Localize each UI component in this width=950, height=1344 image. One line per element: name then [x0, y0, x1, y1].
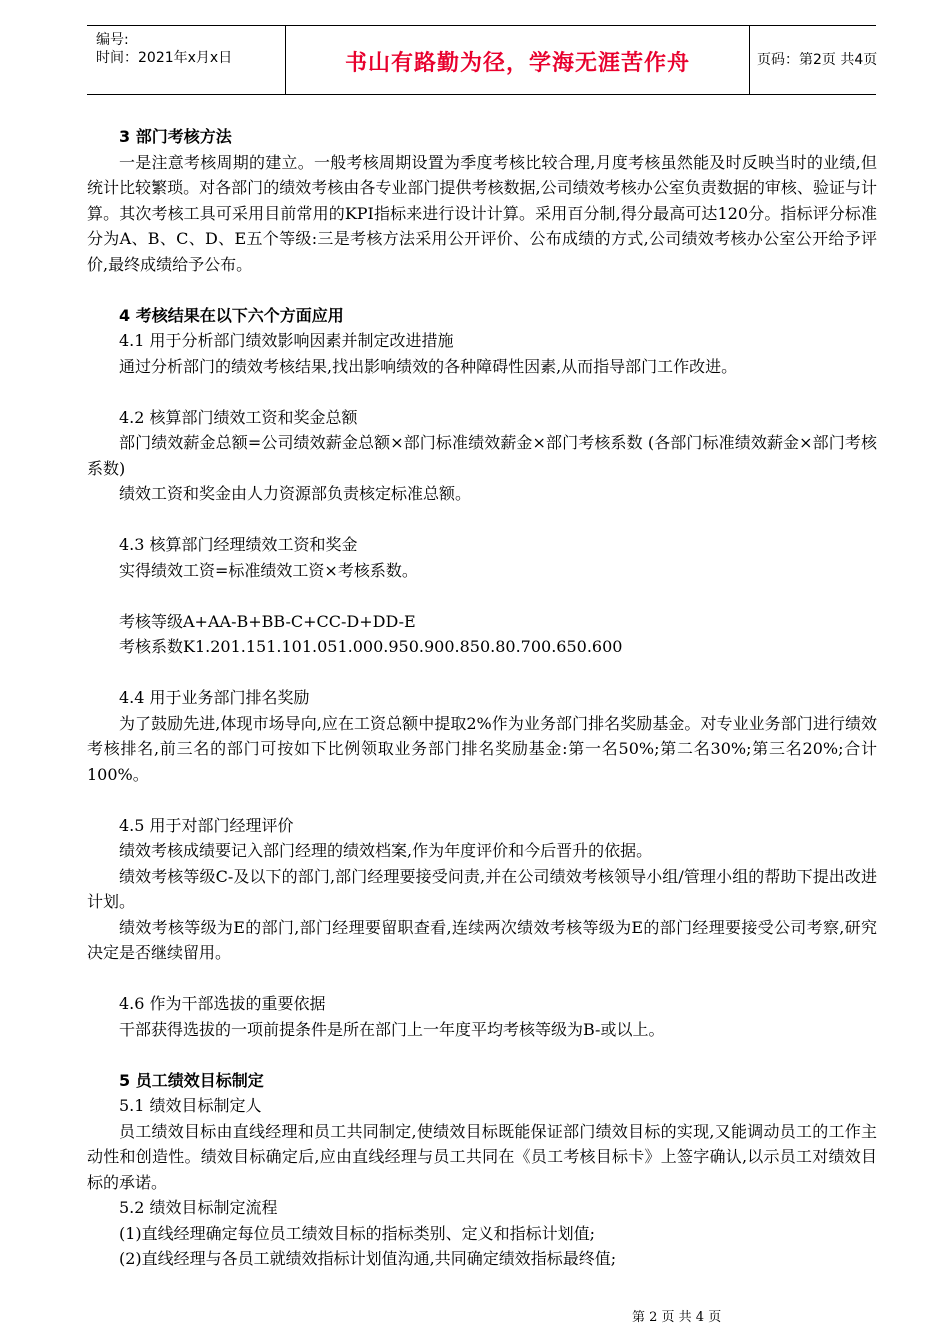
section-heading: 4 考核结果在以下六个方面应用 — [119, 305, 344, 325]
header-meta-cell — [87, 26, 285, 94]
paragraph: 员工绩效目标由直线经理和员工共同制定,使绩效目标既能保证部门绩效目标的实现,又能调动员工的工作主动性和创造性。绩效目标确定后,应由直线经理与员工共同在《员工考核目标卡》上签字确认,以示员工对绩效目标的承诺。 — [87, 1121, 877, 1192]
paragraph: (2)直线经理与各员工就绩效指标计划值沟通,共同确定绩效指标最终值; — [119, 1249, 617, 1268]
spacer — [87, 966, 877, 992]
document-number-label: 编号: — [96, 32, 129, 48]
paragraph: 考核系数K1.201.151.101.051.000.950.900.850.80.700.650.600 — [119, 637, 623, 656]
document-date: 时间：2021年x月x日 — [96, 50, 233, 66]
spacer — [87, 787, 877, 813]
paragraph: 4.3 核算部门经理绩效工资和奖金 — [119, 535, 358, 554]
paragraph: 绩效考核成绩要记入部门经理的绩效档案,作为年度评价和今后晋升的依据。 — [119, 841, 653, 860]
paragraph: 5.1 绩效目标制定人 — [119, 1096, 262, 1115]
paragraph: 4.5 用于对部门经理评价 — [119, 815, 294, 835]
paragraph: 实得绩效工资=标准绩效工资×考核系数。 — [119, 560, 418, 580]
section-heading: 5 员工绩效目标制定 — [119, 1070, 264, 1090]
header-motto: 书山有路勤为径，学海无涯苦作舟 — [344, 51, 690, 76]
spacer — [87, 507, 877, 533]
paragraph: 干部获得选拔的一项前提条件是所在部门上一年度平均考核等级为B-或以上。 — [119, 1019, 665, 1039]
header-motto-cell — [285, 26, 750, 94]
spacer — [87, 1042, 877, 1068]
paragraph: 4.4 用于业务部门排名奖励 — [119, 688, 310, 707]
spacer — [87, 583, 877, 609]
document-body — [87, 124, 877, 1272]
paragraph: 一是注意考核周期的建立。一般考核周期设置为季度考核比较合理,月度考核虽然能及时反映当时的业绩,但统计比较繁琐。对各部门的绩效考核由各专业部门提供考核数据,公司绩效考核办公室负责数据的审核、验证与计算。其次考核工具可采用目前常用的KPI指标来进行设计计算。采用百分制,得分最高可达120分。指标评分标准分为A、B、C、D、E五个等级:三是考核方法采用公开评价、公布成绩的方式,公司绩效考核办公室公开给予评价,最终成绩给予公布。 — [87, 152, 877, 274]
paragraph: 考核等级A+AA-B+BB-C+CC-D+DD-E — [119, 611, 416, 631]
page-footer: 第 2 页 共 4 页 — [632, 1310, 722, 1325]
section-heading: 3 部门考核方法 — [119, 127, 232, 146]
spacer — [87, 379, 877, 405]
paragraph: (1)直线经理确定每位员工绩效目标的指标类别、定义和指标计划值; — [119, 1223, 596, 1243]
paragraph: 4.6 作为干部选拔的重要依据 — [119, 994, 326, 1013]
paragraph: 绩效工资和奖金由人力资源部负责核定标准总额。 — [119, 484, 472, 503]
spacer — [87, 660, 877, 686]
paragraph: 通过分析部门的绩效考核结果,找出影响绩效的各种障碍性因素,从而指导部门工作改进。 — [119, 356, 738, 376]
paragraph: 5.2 绩效目标制定流程 — [119, 1198, 278, 1217]
paragraph: 为了鼓励先进,体现市场导向,应在工资总额中提取2%作为业务部门排名奖励基金。对专业业务部门进行绩效考核排名,前三名的部门可按如下比例领取业务部门排名奖励基金:第一名50%;第二名30%;第三名20%;合计100%。 — [87, 713, 877, 784]
page-header — [87, 25, 876, 95]
spacer — [87, 277, 877, 303]
paragraph: 部门绩效薪金总额=公司绩效薪金总额×部门标准绩效薪金×部门考核系数 (各部门标准绩效薪金×部门考核系数) — [87, 433, 877, 478]
paragraph: 4.2 核算部门绩效工资和奖金总额 — [119, 407, 358, 427]
header-page-cell — [749, 26, 876, 94]
paragraph: 绩效考核等级C-及以下的部门,部门经理要接受问责,并在公司绩效考核领导小组/管理小组的帮助下提出改进计划。 — [87, 866, 877, 911]
header-page-number: 页码：第2页 共4页 — [757, 52, 878, 68]
paragraph: 4.1 用于分析部门绩效影响因素并制定改进措施 — [119, 331, 454, 350]
paragraph: 绩效考核等级为E的部门,部门经理要留职查看,连续两次绩效考核等级为E的部门经理要接受公司考察,研究决定是否继续留用。 — [87, 917, 877, 962]
